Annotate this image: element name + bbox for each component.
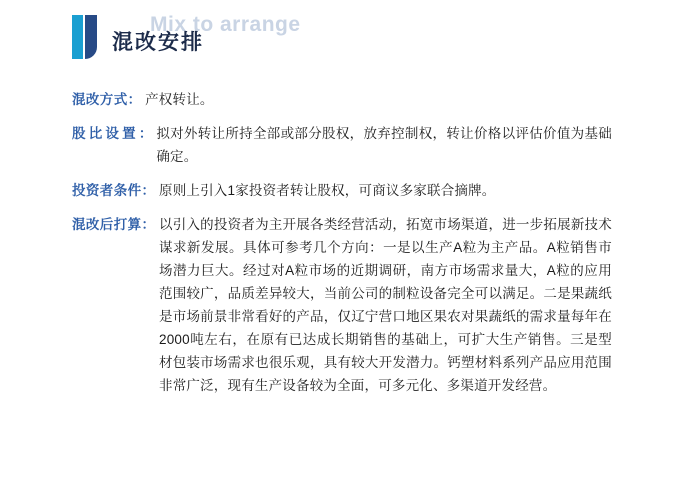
row-text-post-reform-plan: 以引入的投资者为主开展各类经营活动，拓宽市场渠道，进一步拓展新技术谋求新发展。具体可参考几个方向：一是以生产A粒为主产品。A粒销售市场潜力巨大。经过对A粒市场的近期调研，南方市场需求量大，A粒的应用范围较广，品质差异较大，当前公司的制粒设备完全可以满足。二是果蔬纸是市场前景非常看好的产品，仅辽宁营口地区果农对果蔬纸的需求量每年在2000吨左右，在原有已达成长期销售的基础上，可扩大生产销售。三是型材包装市场需求也很乐观，具有较大开发潜力。钙塑材料系列产品应用范围非常广泛，现有生产设备较为全面，可多元化、多渠道开发经营。 (159, 217, 612, 393)
page-title-en: Mix to arrange (150, 13, 301, 36)
logo-bar-left (72, 15, 83, 59)
row-colon-method: ： (127, 92, 142, 107)
content-row (72, 179, 612, 202)
header-titles (112, 13, 301, 59)
row-label-post-reform-plan: 混改后打算 (72, 217, 142, 232)
logo-mark-icon (72, 15, 98, 59)
row-text-share-ratio: 拟对外转让所持全部或部分股权，放弃控制权，转让价格以评估价值为基础确定。 (156, 126, 612, 164)
row-colon-post-reform-plan: ： (141, 217, 155, 232)
content-row (72, 88, 612, 111)
content-row (72, 213, 612, 397)
content-row (72, 122, 612, 168)
content-body (72, 88, 612, 408)
row-colon-share-ratio: ： (138, 126, 153, 141)
page-header (72, 12, 301, 62)
row-text-investor-conditions: 原则上引入1家投资者转让股权，可商议多家联合摘牌。 (159, 183, 496, 198)
page-title: 混改安排 (112, 31, 204, 54)
row-colon-investor-conditions: ： (141, 183, 155, 198)
row-text-method: 产权转让。 (145, 92, 214, 107)
logo-bar-right (85, 15, 97, 59)
row-label-investor-conditions: 投资者条件 (72, 183, 142, 198)
row-label-share-ratio: 股比设置 (72, 126, 139, 141)
row-label-method: 混改方式 (72, 92, 128, 107)
